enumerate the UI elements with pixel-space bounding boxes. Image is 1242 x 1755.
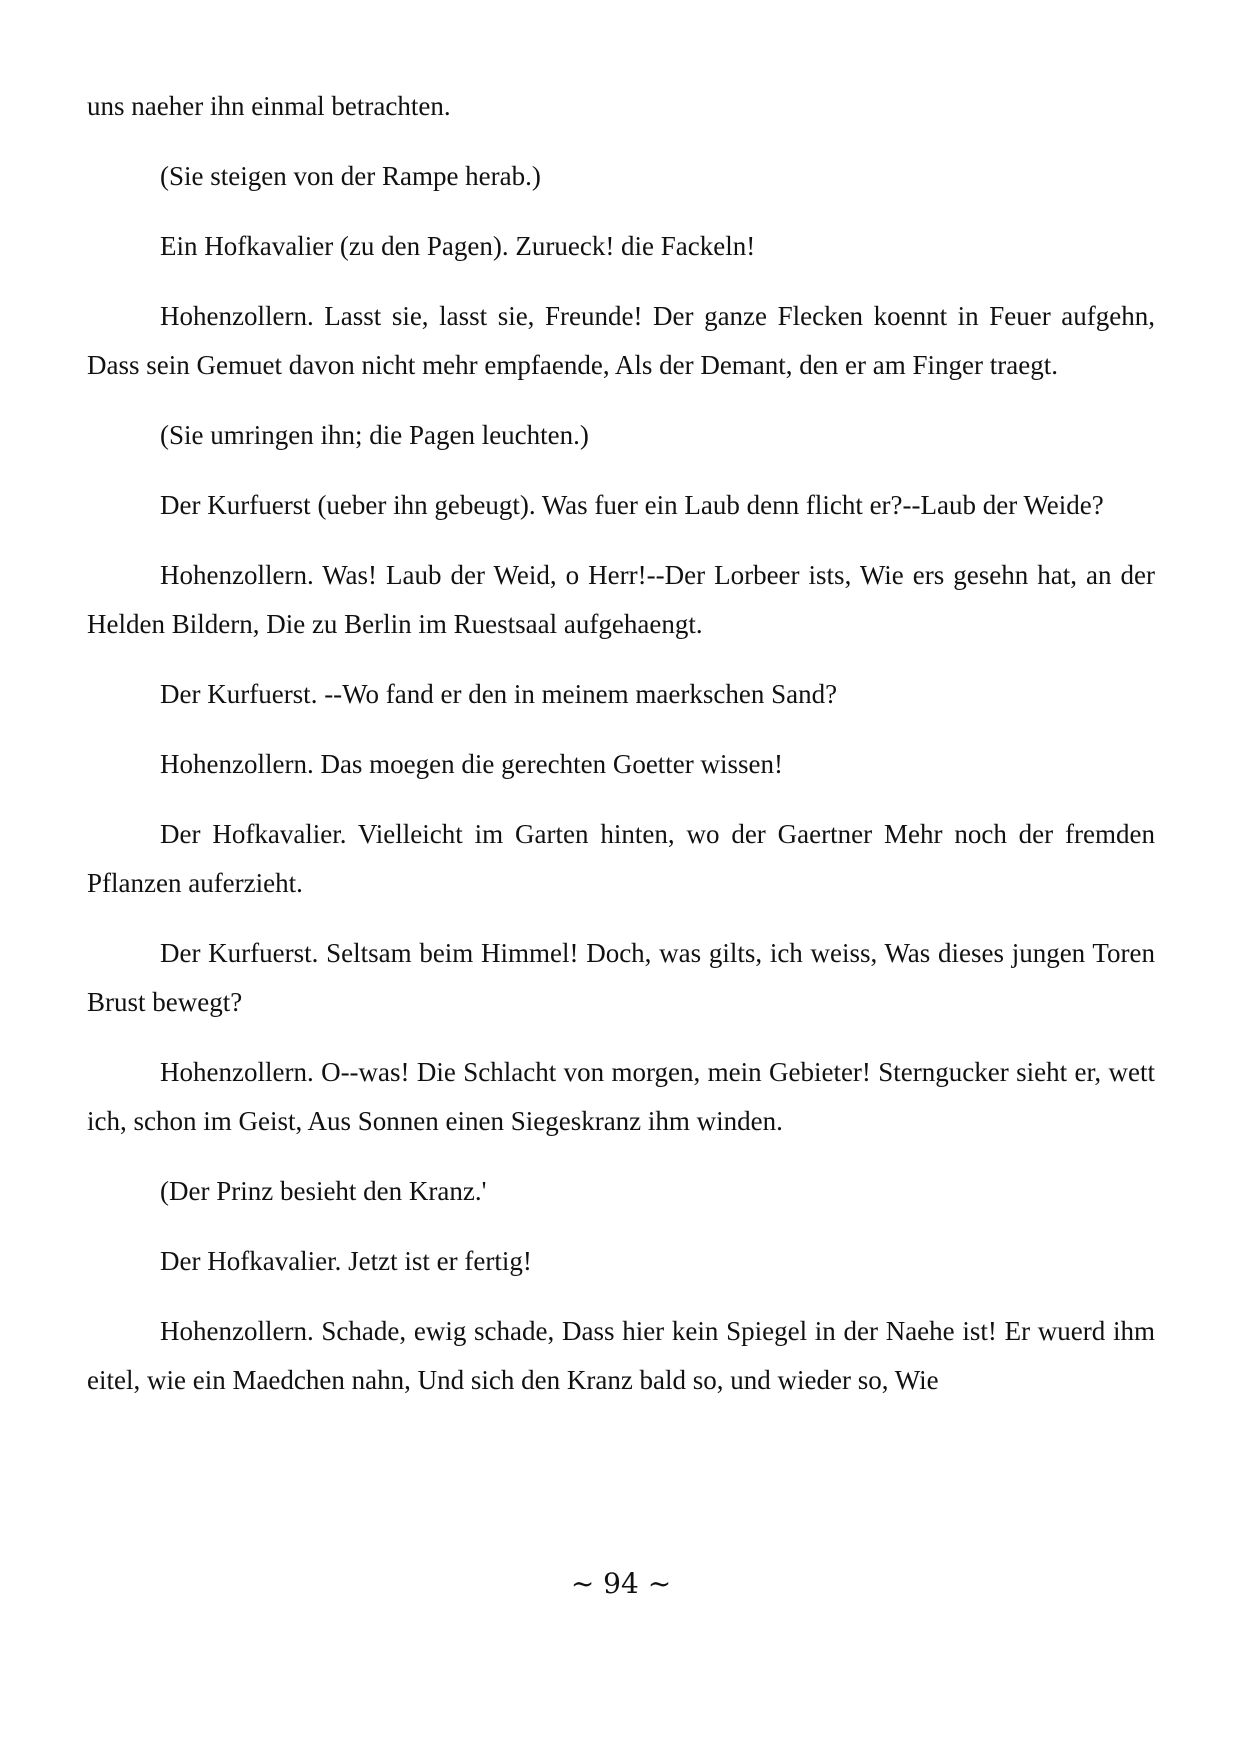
stage-direction: (Sie umringen ihn; die Pagen leuchten.) bbox=[160, 420, 589, 450]
dialogue-paragraph: Hohenzollern. Was! Laub der Weid, o Herr!--Der Lorbeer ists, Wie ers gesehn hat, an der Helden Bildern, Die zu Berlin im Ruestsaal aufgehaengt. bbox=[87, 560, 1155, 639]
dialogue-paragraph: Hohenzollern. Das moegen die gerechten Goetter wissen! bbox=[160, 749, 784, 779]
page-number: ~ 94 ~ bbox=[570, 1567, 672, 1600]
stage-direction: (Sie steigen von der Rampe herab.) bbox=[160, 161, 541, 191]
dialogue-paragraph: Der Hofkavalier. Jetzt ist er fertig! bbox=[160, 1246, 532, 1276]
dialogue-paragraph: Der Kurfuerst. --Wo fand er den in meinem maerkschen Sand? bbox=[160, 679, 838, 709]
dialogue-paragraph: Der Kurfuerst (ueber ihn gebeugt). Was fuer ein Laub denn flicht er?--Laub der Weide? bbox=[160, 490, 1104, 520]
dialogue-paragraph: Der Hofkavalier. Vielleicht im Garten hinten, wo der Gaertner Mehr noch der fremden Pflanzen auferzieht. bbox=[87, 819, 1155, 898]
stage-direction: (Der Prinz besieht den Kranz.' bbox=[160, 1176, 487, 1206]
dialogue-paragraph: Hohenzollern. O--was! Die Schlacht von morgen, mein Gebieter! Sterngucker sieht er, wett ich, schon im Geist, Aus Sonnen einen Siegeskranz ihm winden. bbox=[87, 1057, 1155, 1136]
dialogue-paragraph: Hohenzollern. Schade, ewig schade, Dass hier kein Spiegel in der Naehe ist! Er wuerd ihm eitel, wie ein Maedchen nahn, Und sich den Kranz bald so, und wieder so, Wie bbox=[87, 1316, 1155, 1395]
dialogue-paragraph: Der Kurfuerst. Seltsam beim Himmel! Doch, was gilts, ich weiss, Was dieses jungen Toren Brust bewegt? bbox=[87, 938, 1155, 1017]
paragraph-continuation: uns naeher ihn einmal betrachten. bbox=[87, 91, 451, 121]
dialogue-paragraph: Hohenzollern. Lasst sie, lasst sie, Freunde! Der ganze Flecken koennt in Feuer aufgehn, Dass sein Gemuet davon nicht mehr empfaende, Als der Demant, den er am Finger traegt. bbox=[87, 301, 1155, 380]
dialogue-paragraph: Ein Hofkavalier (zu den Pagen). Zurueck! die Fackeln! bbox=[160, 231, 756, 261]
page-body bbox=[87, 82, 1155, 1405]
